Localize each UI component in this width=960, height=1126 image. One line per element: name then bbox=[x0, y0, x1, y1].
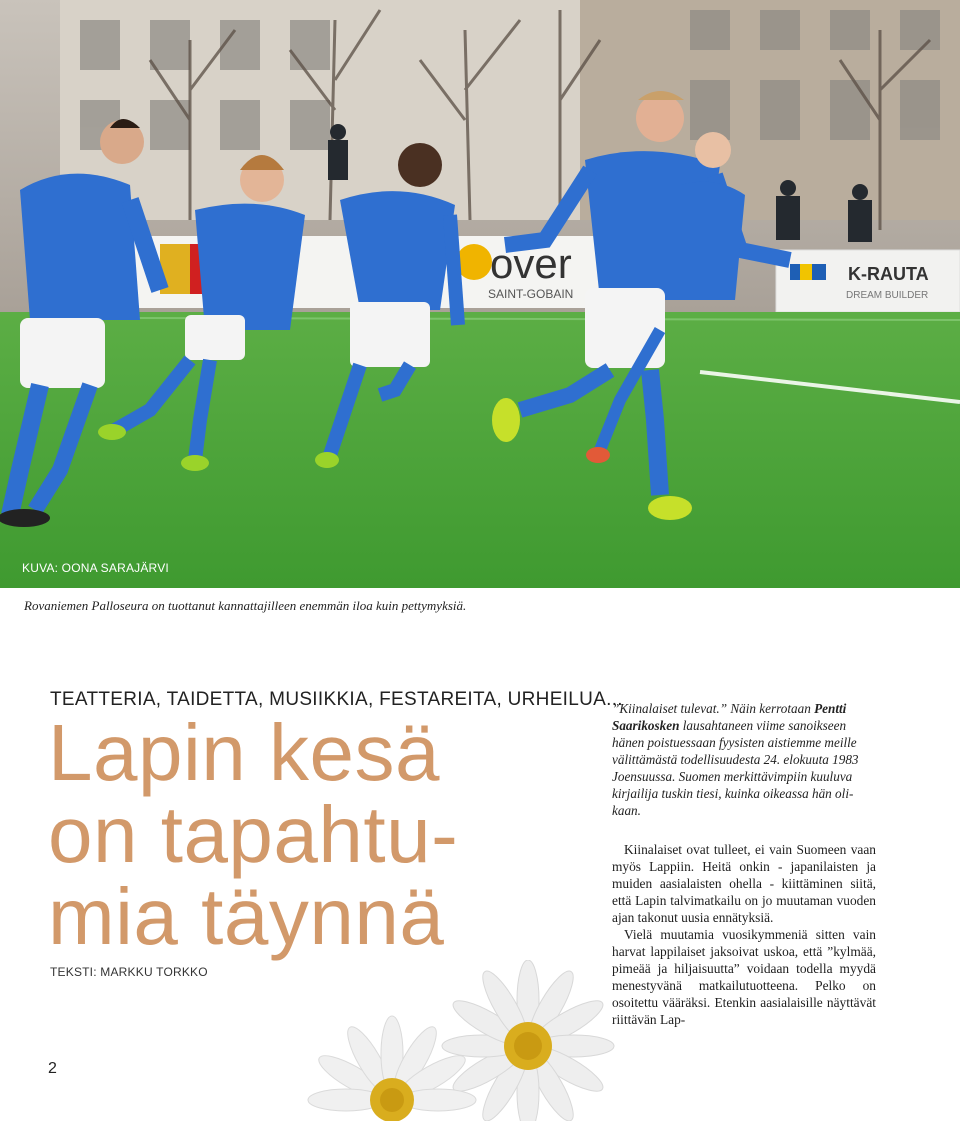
lede-text: lausahtaneen viime sanoikseen hänen poistuessaan fyysisten aistiemme meille välittämästä todellisuudesta 24. elokuuta 1983 Joensuussa. Suomen merkittävimpiin kuuluva kirjailija tuskin tiesi, kuinka oikeassa hän olikaan. bbox=[612, 718, 859, 818]
article-lede bbox=[612, 700, 876, 819]
lede-author-name: Pentti Saarikosken bbox=[612, 701, 847, 733]
photo-caption: Rovaniemen Palloseura on tuottanut kannattajilleen enemmän iloa kuin pettymyksiä. bbox=[24, 598, 467, 613]
body-paragraph: Vielä muutamia vuosikymmeniä sitten vain harvat lappilaiset jaksoivat uskoa, että ”kylmää, pimeää ja hiljaisuutta” voidaan todella myydä menestyvänä matkailutuotteena. Pelko on osoitettu vääräksi. Etenkin aasialaisille näyttävät riittävän Lap- bbox=[612, 927, 876, 1027]
daisy-flowers-decoration bbox=[300, 960, 630, 1121]
photo-credit: KUVA: OONA SARAJÄRVI bbox=[22, 561, 169, 575]
banner-left-subtext: SAINT-GOBAIN bbox=[488, 287, 574, 301]
body-paragraph: Kiinalaiset ovat tulleet, ei vain Suomeen vaan myös Lappiin. Heitä onkin - japanilaisten ja muiden aasialaisten ohella - kiittäminen siitä, että Lapin talvimatkailu on jo muutaman vuoden ajan takonut uusia ennätyksiä. bbox=[612, 842, 876, 925]
banner-right-text: K-RAUTA bbox=[848, 264, 929, 284]
banner-left-text: over bbox=[490, 240, 572, 287]
headline-line: mia täynnä bbox=[48, 872, 445, 961]
page-number: 2 bbox=[48, 1060, 57, 1077]
headline-line: Lapin kesä bbox=[48, 708, 440, 797]
article-kicker: TEATTERIA, TAIDETTA, MUSIIKKIA, FESTAREITA, URHEILUA... bbox=[50, 689, 623, 710]
article-headline bbox=[48, 708, 608, 961]
article-byline: TEKSTI: MARKKU TORKKO bbox=[50, 965, 208, 979]
daisy-icon bbox=[300, 960, 630, 1121]
article-body bbox=[612, 700, 876, 1028]
lede-text: ”Kiinalaiset tulevat.” Näin kerrotaan bbox=[612, 701, 815, 716]
banner-right-subtext: DREAM BUILDER bbox=[846, 290, 929, 301]
headline-line: on tapahtu- bbox=[48, 790, 459, 879]
